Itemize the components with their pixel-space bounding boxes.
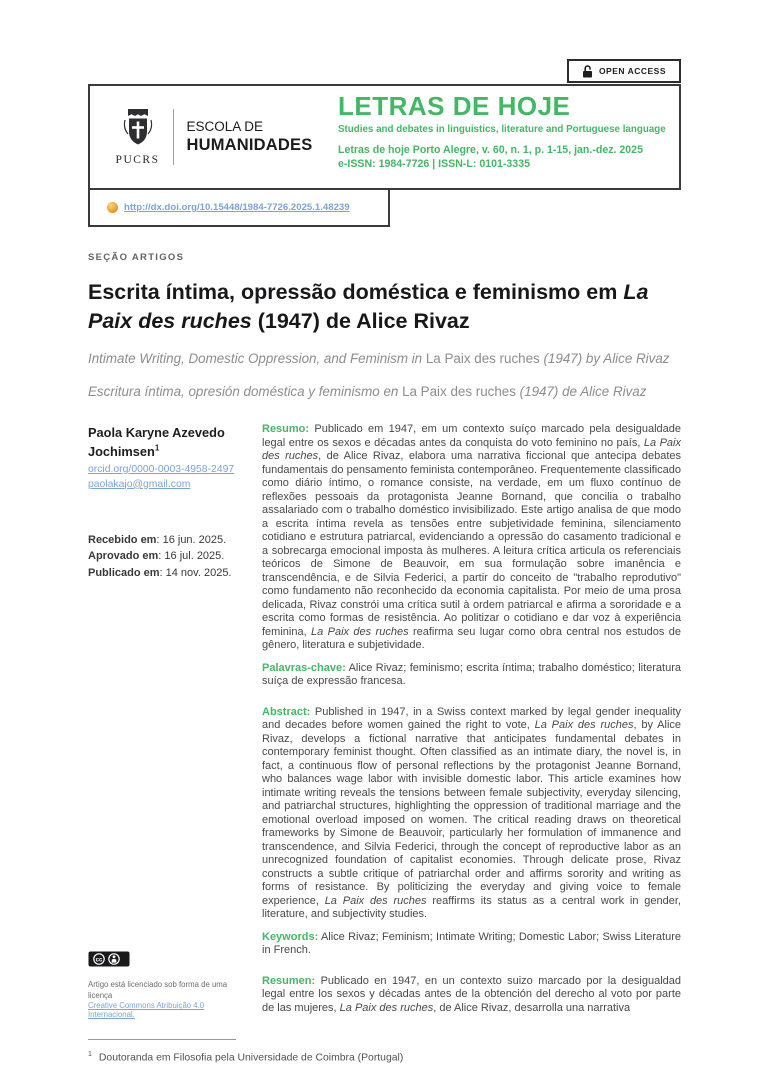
svg-text:cc: cc bbox=[95, 956, 103, 963]
left-column bbox=[88, 423, 252, 1024]
abstract-es-label: Resumen: bbox=[262, 974, 316, 987]
abstract-pt bbox=[262, 423, 681, 653]
abstract-en-label: Abstract: bbox=[262, 705, 311, 718]
journal-title: LETRAS DE HOJE bbox=[338, 91, 571, 121]
license-block bbox=[88, 951, 252, 1025]
footnote-marker: 1 bbox=[88, 1051, 92, 1059]
footnote-divider bbox=[88, 1039, 236, 1040]
right-column bbox=[262, 423, 681, 1024]
abstract-es bbox=[262, 975, 681, 1016]
abstract-en bbox=[262, 706, 681, 922]
article-dates bbox=[88, 532, 252, 582]
journal-issn-line: e-ISSN: 1984-7726 | ISSN-L: 0101-3335 bbox=[338, 158, 530, 171]
school-line1: ESCOLA DE bbox=[186, 118, 264, 134]
keywords-pt-label: Palavras-chave: bbox=[262, 661, 346, 674]
journal-info-block bbox=[338, 86, 679, 188]
doi-box bbox=[88, 190, 390, 227]
pucrs-crest bbox=[116, 108, 160, 166]
article-title-spanish: Escritura íntima, opresión doméstica y feminismo en La Paix des ruches (1947) de Alice Rivaz bbox=[88, 384, 647, 400]
logo-divider bbox=[173, 109, 174, 165]
abstract-pt-label: Resumo: bbox=[262, 423, 310, 436]
pucrs-crest-icon bbox=[121, 108, 155, 152]
doi-link[interactable]: http://dx.doi.org/10.15448/1984-7726.2025.1.48239 bbox=[124, 202, 350, 213]
journal-citation-line: Letras de hoje Porto Alegre, v. 60, n. 1, p. 1-15, jan.-dez. 2025 bbox=[338, 144, 643, 157]
keywords-pt-text: Alice Rivaz; feminismo; escrita íntima; trabalho doméstico; literatura suíça de expressão francesa. bbox=[262, 661, 681, 688]
pucrs-logo bbox=[90, 86, 338, 188]
received-date: Recebido em: 16 jun. 2025. bbox=[88, 533, 227, 546]
approved-date: Aprovado em: 16 jul. 2025. bbox=[88, 550, 225, 563]
license-text: Artigo está licenciado sob forma de uma licença bbox=[88, 979, 228, 1000]
section-label: SEÇÃO ARTIGOS bbox=[88, 252, 185, 263]
author-affiliation-marker: 1 bbox=[154, 444, 160, 454]
author-name bbox=[88, 423, 252, 461]
keywords-pt bbox=[262, 662, 681, 689]
school-name bbox=[186, 118, 312, 157]
orcid-link[interactable]: orcid.org/0000-0003-4958-2497 bbox=[88, 463, 235, 475]
open-access-badge bbox=[567, 59, 681, 83]
license-link[interactable]: Creative Commons Atribuição 4.0 Internacional. bbox=[88, 1001, 205, 1020]
abstract-en-text: Published in 1947, in a Swiss context marked by legal gender inequality and decades before women gained the right to vote, La Paix des ruches, by Alice Rivaz, develops a fictional narrative that anticipates fundamental debates in contemporary feminist thought. Often classified as an intimate diary, the novel is, in fact, a continuous flow of personal reflections by the protagonist Jeanne Bornand, who balances wage labor with invisible domestic labor. This article examines how intimate writing reveals the tensions between female subjectivity, everyday silencing, and patriarchal structures, highlighting the oppression of traditional marriage and the emotional overload imposed on women. The critical reading draws on theoretical frameworks by Simone de Beauvoir, particularly her formulation of immanence and transcendence, and Silvia Federici, through the concept of reproductive labor as an unrecognized foundation of capitalist economies. Through delicate prose, Rivaz constructs a subtle critique of patriarchal order and affirms sorority and writing as forms of resistance. By politicizing the everyday and giving voice to female experience, La Paix des ruches reaffirms its status as a central work in gender, literature, and subjectivity studies. bbox=[262, 705, 682, 921]
open-lock-icon bbox=[582, 65, 593, 78]
published-date: Publicado em: 14 nov. 2025. bbox=[88, 566, 232, 579]
email-link[interactable]: paolakajo@gmail.com bbox=[88, 478, 191, 490]
school-line2: HUMANIDADES bbox=[186, 136, 313, 155]
footnote-text: Doutoranda em Filosofia pela Universidade de Coimbra (Portugal) bbox=[98, 1052, 404, 1064]
footnote bbox=[88, 1051, 681, 1063]
badge-row bbox=[88, 59, 681, 83]
pucrs-acronym: PUCRS bbox=[115, 154, 160, 166]
author-name-text: Paola Karyne Azevedo Jochimsen bbox=[88, 425, 225, 460]
body-columns bbox=[88, 423, 681, 1024]
keywords-en-text: Alice Rivaz; Feminism; Intimate Writing; Domestic Labor; Swiss Literature in French. bbox=[262, 930, 681, 957]
article-title-english: Intimate Writing, Domestic Oppression, and Feminism in La Paix des ruches (1947) by Alice Rivaz bbox=[88, 351, 670, 367]
open-access-label: OPEN ACCESS bbox=[598, 66, 666, 76]
abstract-pt-text: Publicado em 1947, em um contexto suíço marcado pela desigualdade legal entre os sexos e décadas antes da conquista do voto feminino no país, La Paix des ruches, de Alice Rivaz, elabora uma narrativa ficcional que antecipa debates fundamentais do pensamento feminista contemporâneo. Frequentemente classificado como diário íntimo, o romance consiste, na verdade, em um fluxo contínuo de reflexões pessoais da protagonista Jeanne Bornand, que concilia o trabalho assalariado com o trabalho doméstico invisibilizado. Este artigo analisa de que modo a escrita íntima revela as tensões entre subjetividade feminina, silenciamento cotidiano e estrutura patriarcal, evidenciando a opressão do casamento tradicional e a sobrecarga emocional imposta às mulheres. A leitura crítica articula os referenciais teóricos de Simone de Beauvoir, em sua formulação sobre imanência e transcendência, e de Silvia Federici, a partir do conceito de "trabalho reprodutivo" como fundamento não reconhecido da economia capitalista. Por meio de uma prosa delicada, Rivaz constrói uma crítica sutil à ordem patriarcal e afirma a sororidade e a escrita como formas de resistência. Ao politizar o cotidiano e dar voz à experiência feminina, La Paix des ruches reafirma seu lugar como obra central nos estudos de gênero, literatura e subjetividade. bbox=[262, 423, 681, 652]
journal-header bbox=[88, 84, 681, 190]
keywords-en bbox=[262, 931, 681, 958]
journal-subtitle: Studies and debates in linguistics, literature and Portuguese language bbox=[338, 124, 666, 136]
cc-by-icon bbox=[88, 951, 130, 967]
abstract-es-text: Publicado en 1947, en un contexto suizo marcado por la desigualdad legal entre los sexos y décadas antes de la obtención del derecho al voto por parte de las mujeres, La Paix des ruches, de Alice Rivaz, desarrolla una narrativa bbox=[262, 974, 681, 1014]
keywords-en-label: Keywords: bbox=[262, 930, 319, 943]
footnote-area bbox=[88, 1039, 681, 1063]
article-title: Escrita íntima, opressão doméstica e feminismo em La Paix des ruches (1947) de Alice Rivaz bbox=[88, 280, 649, 333]
doi-icon bbox=[107, 202, 118, 213]
